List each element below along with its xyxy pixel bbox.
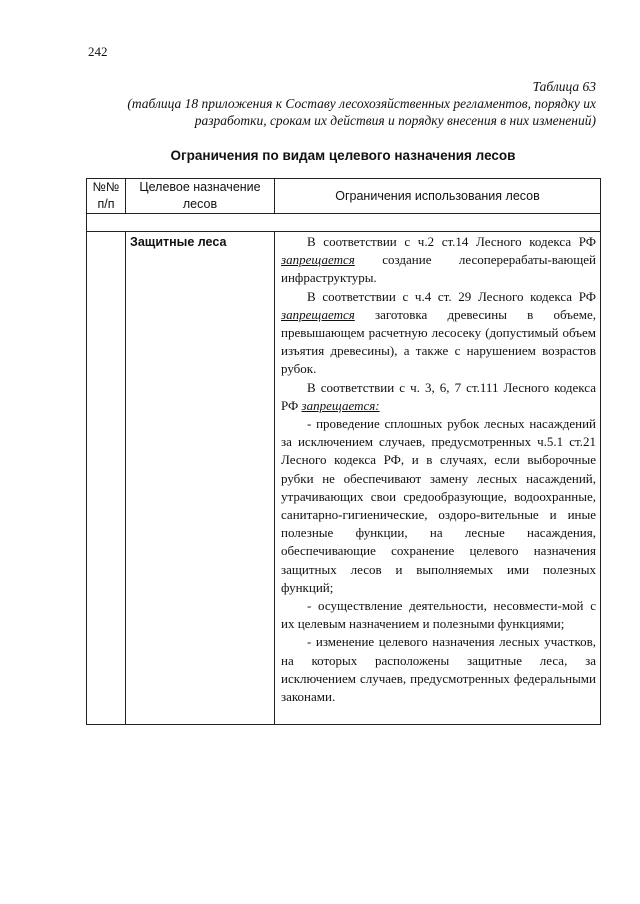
restriction-paragraph [281,288,596,379]
empty-cell [87,214,601,232]
table-caption [96,78,596,129]
text: заготовка древесины в объеме, превышающем расчетную лесосеку (допустимый объем изъятия древесины), а также с нарушением возрастов рубок. [281,306,596,377]
row-purpose-cell: Защитные леса [126,232,275,725]
restriction-item: - осуществление деятельности, несовмести-мой с их целевым назначением и полезными функциями; [281,598,596,632]
text: В соответствии с ч. 3, 6, 7 ст.111 Лесного кодекса РФ [281,379,596,413]
restriction-paragraph [281,233,596,288]
text: В соответствии с ч.4 ст. 29 Лесного кодекса РФ [307,288,596,304]
prohibited-word: запрещается: [301,397,380,413]
header-number: №№ п/п [87,179,126,214]
prohibited-word: запрещается [281,252,355,268]
table-title: Ограничения по видам целевого назначения лесов [170,148,516,163]
row-number-cell [87,232,126,725]
table-source-note: (таблица 18 приложения к Составу лесохозяйственных регламентов, порядку их разработки, срокам их действия и порядку внесения в них изменений) [127,96,596,128]
header-purpose: Целевое назначение лесов [126,179,275,214]
text: В соответствии с ч.2 ст.14 Лесного кодекса РФ [307,234,596,249]
page-number: 242 [88,44,108,59]
header-restrictions: Ограничения использования лесов [275,179,601,214]
table-row [87,232,601,725]
table-label: Таблица 63 [532,79,596,94]
table-empty-row [87,214,601,232]
restriction-item: - изменение целевого назначения лесных участков, на которых расположены защитные леса, за исключением случаев, предусмотренных федеральными законами. [281,634,596,705]
row-restrictions-cell [275,232,601,725]
table-header-row [87,179,601,214]
restriction-paragraph [281,379,596,415]
restrictions-table [86,178,601,725]
prohibited-word: запрещается [281,306,355,322]
restriction-item: - проведение сплошных рубок лесных насаждений за исключением случаев, предусмотренных ч.5.1 ст.21 Лесного кодекса РФ, и в случаях, если выборочные рубки не обеспечивают замену лесных насаждений, утрачивающих свои средообразующие, водоохранные, санитарно-гигиенические, оздоро-вительные и иные полезные функции, на лесные насаждения, обеспечивающие сохранение целевого назначения защитных лесов и выполняемых ими полезных функций; [281,416,596,595]
text: создание лесоперерабаты-вающей инфраструктуры. [281,252,596,286]
